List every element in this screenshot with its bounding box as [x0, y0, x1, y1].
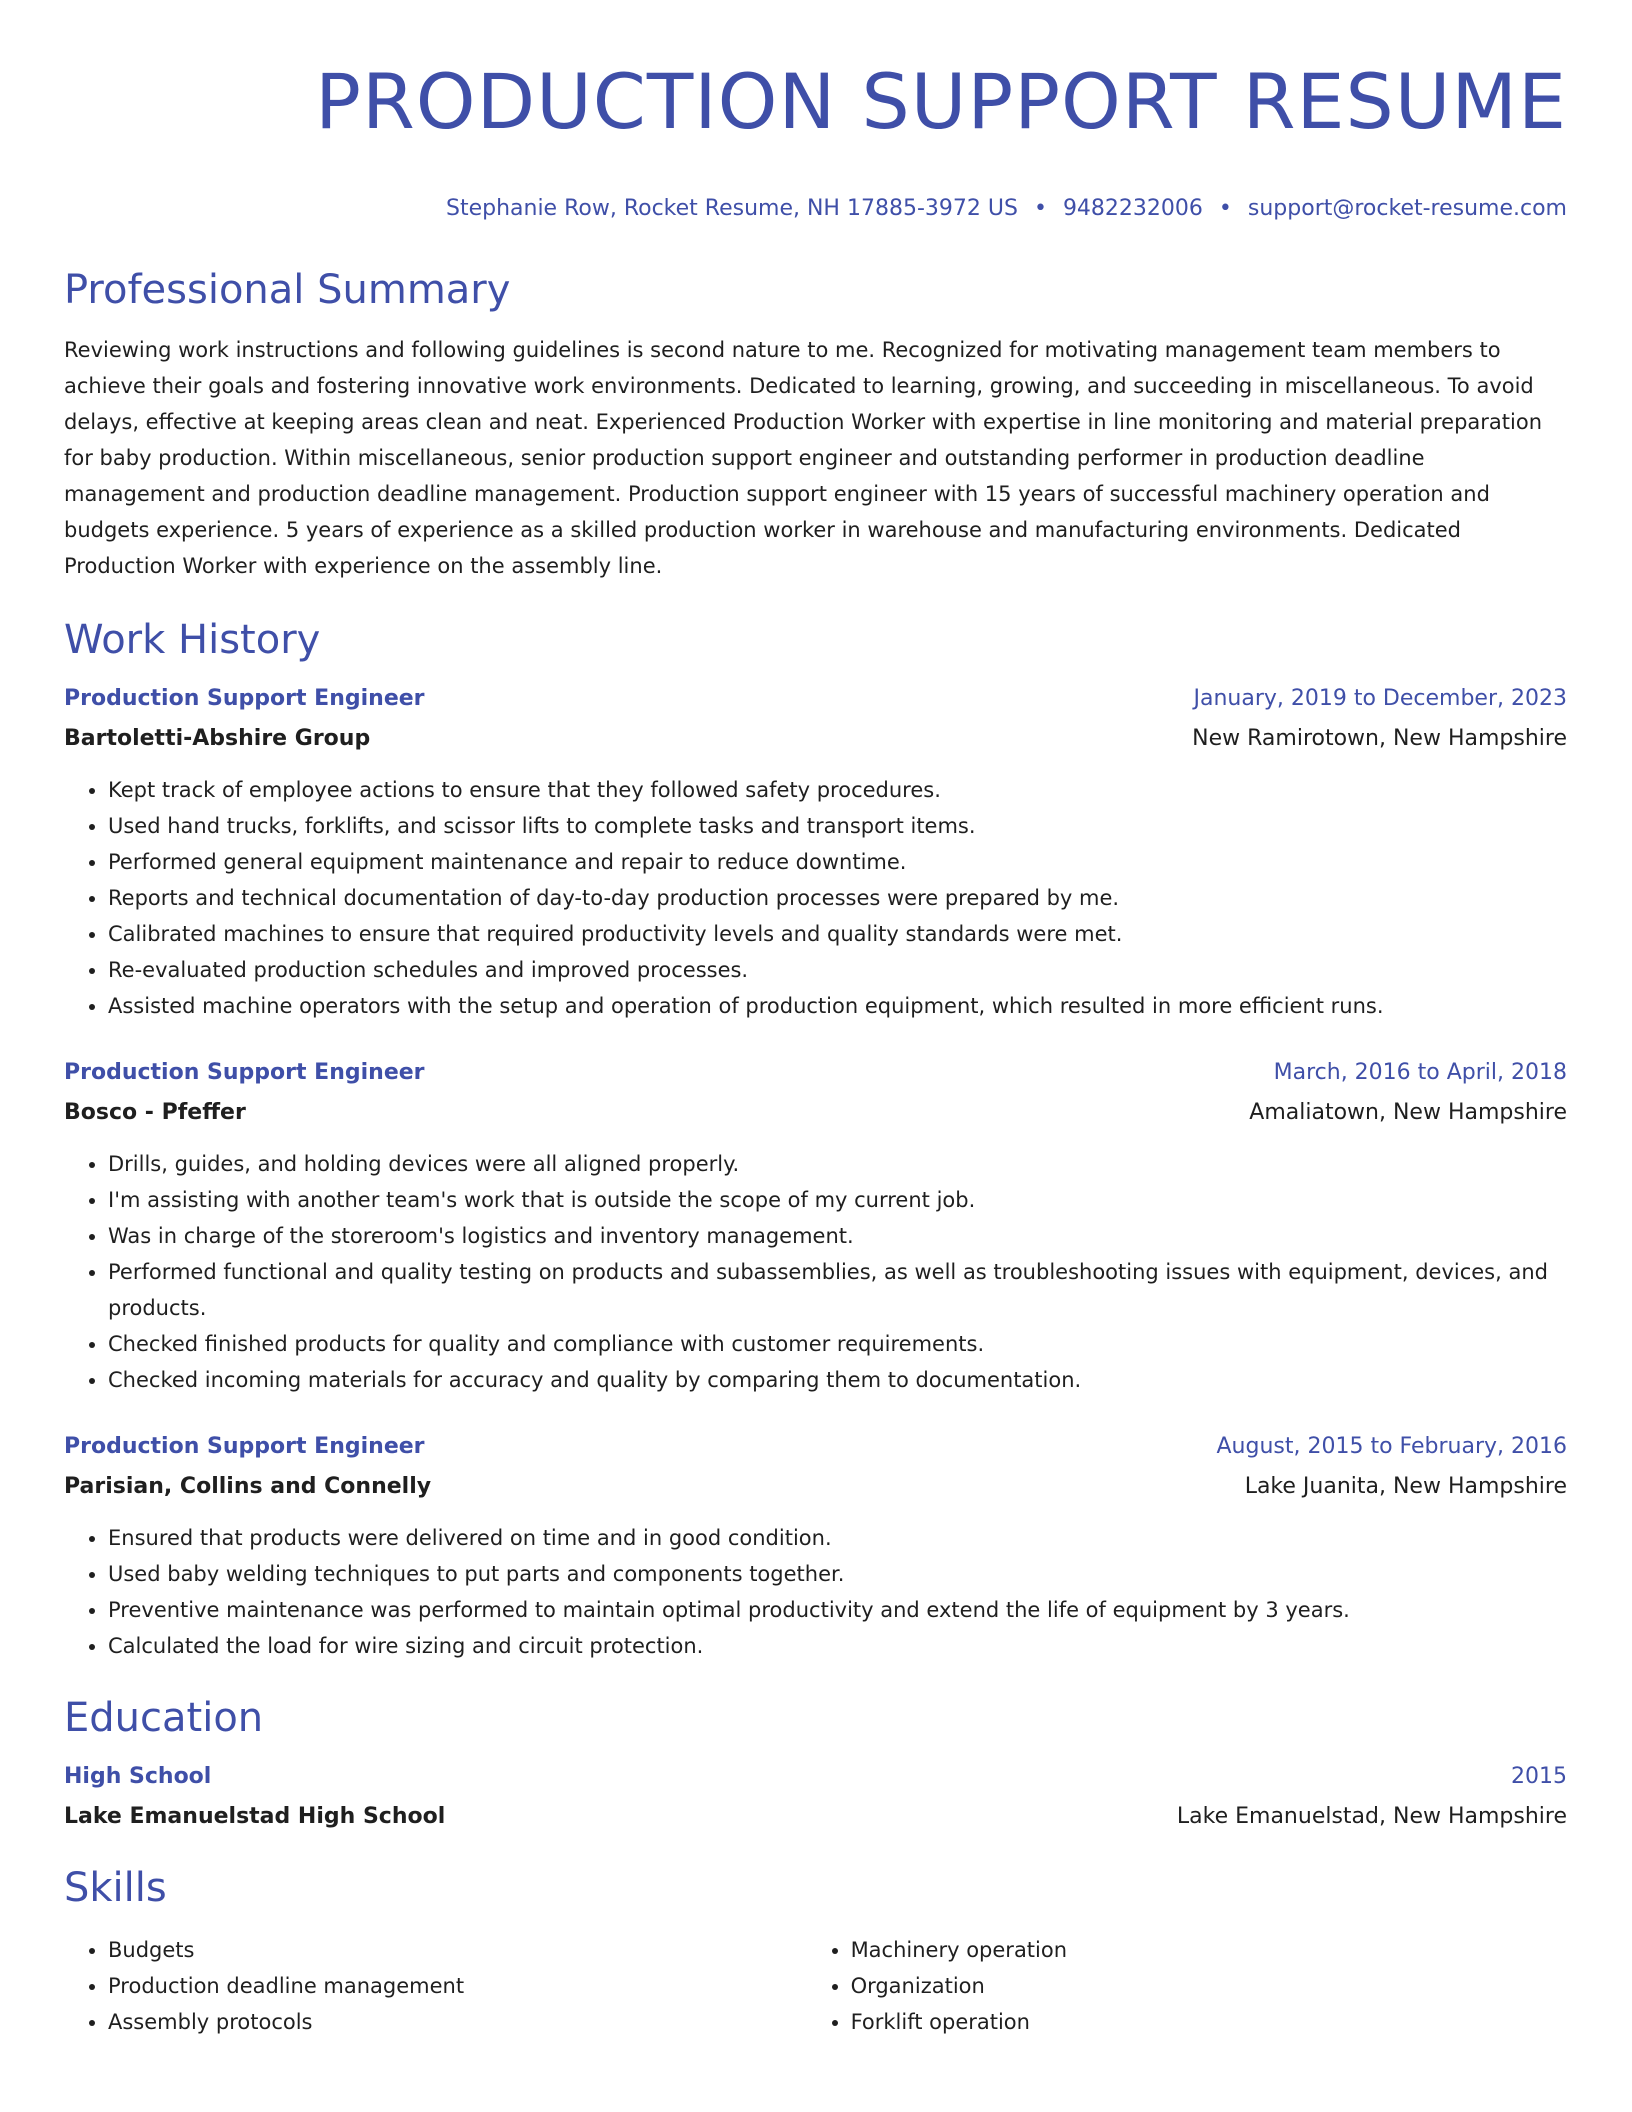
education-location: Lake Emanuelstad, New Hampshire: [1176, 1804, 1567, 1829]
job-company: Bosco - Pfeffer: [64, 1100, 246, 1125]
skill-item: • Production deadline management: [108, 1968, 807, 2004]
job-bullets: [64, 772, 1567, 1024]
job-bullet: • Ensured that products were delivered on time and in good condition.: [108, 1520, 1567, 1556]
skill-item: • Machinery operation: [851, 1932, 1567, 1968]
job-bullet: • Re-evaluated production schedules and improved processes.: [108, 952, 1567, 988]
job-bullets: [64, 1146, 1567, 1398]
job-company-row: [64, 1472, 1567, 1502]
job-entry: [64, 1432, 1567, 1664]
job-bullet: • Kept track of employee actions to ensure that they followed safety procedures.: [108, 772, 1567, 808]
job-dates: January, 2019 to December, 2023: [1193, 686, 1567, 711]
contact-phone: 9482232006: [1062, 196, 1203, 221]
contact-separator: •: [1218, 196, 1232, 221]
job-bullet: • Checked incoming materials for accuracy and quality by comparing them to documentation.: [108, 1362, 1567, 1398]
section-heading-summary: Professional Summary: [64, 267, 511, 313]
job-entry: [64, 1058, 1567, 1398]
job-dates: March, 2016 to April, 2018: [1273, 1060, 1567, 1085]
education-school: Lake Emanuelstad High School: [64, 1804, 446, 1829]
job-bullet: • Was in charge of the storeroom's logistics and inventory management.: [108, 1218, 1567, 1254]
resume-page: [64, 0, 1567, 2040]
job-location: Amaliatown, New Hampshire: [1249, 1100, 1567, 1125]
job-title: Production Support Engineer: [64, 1060, 425, 1085]
job-dates: August, 2015 to February, 2016: [1216, 1434, 1567, 1459]
job-bullets: [64, 1520, 1567, 1664]
job-bullet: • Calculated the load for wire sizing and circuit protection.: [108, 1628, 1567, 1664]
skill-item: • Assembly protocols: [108, 2004, 807, 2040]
education-entry: [64, 1762, 1567, 1832]
contact-email: support@rocket-resume.com: [1247, 196, 1567, 221]
job-bullet: • Reports and technical documentation of day-to-day production processes were prepared by me.: [108, 880, 1567, 916]
job-company: Parisian, Collins and Connelly: [64, 1474, 432, 1499]
job-location: Lake Juanita, New Hampshire: [1244, 1474, 1567, 1499]
job-title-row: [64, 1058, 1567, 1088]
skill-item: • Organization: [851, 1968, 1567, 2004]
job-entry: [64, 684, 1567, 1024]
job-bullet: • Calibrated machines to ensure that required productivity levels and quality standards were met.: [108, 916, 1567, 952]
job-bullet: • Checked finished products for quality and compliance with customer requirements.: [108, 1326, 1567, 1362]
education-year: 2015: [1511, 1764, 1567, 1789]
job-company: Bartoletti-Abshire Group: [64, 726, 371, 751]
job-bullet: • Drills, guides, and holding devices were all aligned properly.: [108, 1146, 1567, 1182]
job-bullet: • Used baby welding techniques to put parts and components together.: [108, 1556, 1567, 1592]
job-bullet: • Preventive maintenance was performed to maintain optimal productivity and extend the life of equipment by 3 years.: [108, 1592, 1567, 1628]
job-title: Production Support Engineer: [64, 1434, 425, 1459]
contact-address: Stephanie Row, Rocket Resume, NH 17885-3972 US: [445, 196, 1018, 221]
job-bullet: • Assisted machine operators with the setup and operation of production equipment, which resulted in more efficient runs.: [108, 988, 1567, 1024]
job-title: Production Support Engineer: [64, 686, 425, 711]
section-heading-work-history: Work History: [64, 617, 321, 663]
contact-line: [64, 194, 1567, 224]
job-bullet: • Performed functional and quality testing on products and subassemblies, as well as troubleshooting issues with equipment, devices, and products.: [108, 1254, 1567, 1326]
contact-separator: •: [1033, 196, 1047, 221]
skills-grid: [64, 1932, 1567, 2040]
job-company-row: [64, 1098, 1567, 1128]
job-title-row: [64, 1432, 1567, 1462]
education-school-row: [64, 1802, 1567, 1832]
skills-column-left: [64, 1932, 807, 2040]
resume-title: PRODUCTION SUPPORT RESUME: [315, 57, 1567, 146]
job-bullet: • Used hand trucks, forklifts, and scissor lifts to complete tasks and transport items.: [108, 808, 1567, 844]
education-title-row: [64, 1762, 1567, 1792]
job-bullet: • Performed general equipment maintenance and repair to reduce downtime.: [108, 844, 1567, 880]
job-company-row: [64, 724, 1567, 754]
skills-column-right: [807, 1932, 1567, 2040]
job-title-row: [64, 684, 1567, 714]
job-bullet: • I'm assisting with another team's work that is outside the scope of my current job.: [108, 1182, 1567, 1218]
section-heading-skills: Skills: [64, 1865, 167, 1911]
section-heading-education: Education: [64, 1695, 264, 1741]
skill-item: • Budgets: [108, 1932, 807, 1968]
skill-item: • Forklift operation: [851, 2004, 1567, 2040]
summary-paragraph: Reviewing work instructions and following guidelines is second nature to me. Recognized for motivating management team members to achieve their goals and fostering innovative work environments. Dedicated to learning, growing, and succeeding in miscellaneous. To avoid delays, effective at keeping areas clean and neat. Experienced Production Worker with expertise in line monitoring and material preparation for baby production. Within miscellaneous, senior production support engineer and outstanding performer in production deadline management and production deadline management. Production support engineer with 15 years of successful machinery operation and budgets experience. 5 years of experience as a skilled production worker in warehouse and manufacturing environments. Dedicated Production Worker with experience on the assembly line.: [64, 338, 1543, 578]
education-degree: High School: [64, 1764, 212, 1789]
job-location: New Ramirotown, New Hampshire: [1192, 726, 1567, 751]
